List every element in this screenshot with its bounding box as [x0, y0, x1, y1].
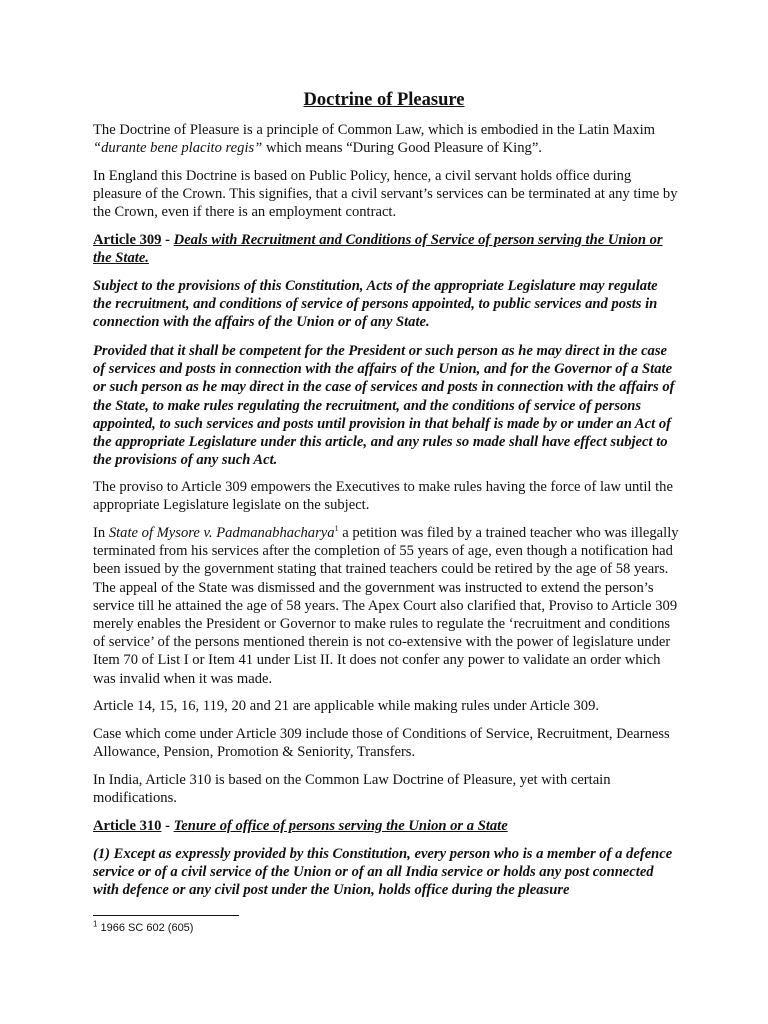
paragraph-articles: Article 14, 15, 16, 119, 20 and 21 are applicable while making rules under Article 309. [93, 698, 600, 714]
case-name: State of Mysore v. Padmanabhacharya [108, 525, 335, 541]
paragraph-india: In India, Article 310 is based on the Common Law Doctrine of Pleasure, yet with certain modifications. [93, 772, 611, 807]
paragraph-cases: Case which come under Article 309 include those of Conditions of Service, Recruitment, Dearness Allowance, Pension, Promotion & Seniority, Transfers. [93, 726, 670, 761]
article-310-text: (1) Except as expressly provided by this Constitution, every person who is a member of a defence service or of a civil service of the Union or of an all India service or holds any post connected with defence or any civil post under the Union, holds office during the pleasure [93, 846, 673, 899]
footnote [93, 921, 193, 935]
paragraph-intro [93, 121, 679, 157]
article-310-description: Tenure of office of persons serving the Union or a State [173, 818, 508, 834]
article-310-heading [93, 817, 679, 835]
paragraph-proviso: The proviso to Article 309 empowers the Executives to make rules having the force of law until the appropriate Legislature legislate on the subject. [93, 479, 673, 514]
latin-maxim: “durante bene placito regis” [93, 140, 263, 157]
footnote-reference[interactable]: 1 [334, 524, 339, 534]
page-title: Doctrine of Pleasure [303, 90, 465, 110]
case-intro: In [93, 525, 109, 541]
paragraph-england: In England this Doctrine is based on Public Policy, hence, a civil servant holds office during pleasure of the Crown. This signifies, that a civil servant’s services can be terminated at any time by the Crown, even if there is an employment contract. [93, 168, 678, 221]
paragraph-case [93, 524, 679, 688]
article-309-description: Deals with Recruitment and Conditions of Service of person serving the Union or the State. [93, 232, 663, 267]
case-text: a petition was filed by a trained teacher who was illegally terminated from his services after the completion of 55 years of age, even though a notification had been issued by the government stating that trained teachers could be retired by the age of 58 years. The appeal of the State was dismissed and the government was instructed to extend the person’s service till he attained the age of 58 years. The Apex Court also clarified that, Proviso to Article 309 merely enables the President or Governor to make rules to regulate the ‘recruitment and conditions of service’ of the persons mentioned therein is not co-extensive with the power of legislature under Item 70 of List I or Item 41 under List II. It does not confer any power to validate an order which was invalid when it was made. [93, 525, 679, 687]
heading-dash-310: - [161, 818, 174, 834]
footnote-text: 1966 SC 602 (605) [97, 922, 194, 934]
article-309-label: Article 309 [93, 232, 162, 248]
footnote-separator [93, 915, 239, 916]
article-309-text: Subject to the provisions of this Constitution, Acts of the appropriate Legislature may regulate the recruitment, and conditions of service of persons appointed, to public services and posts in connection with the affairs of the Union or of any State. [93, 278, 658, 331]
article-309-heading [93, 231, 679, 267]
article-310-label: Article 310 [93, 818, 162, 834]
article-309-proviso: Provided that it shall be competent for the President or such person as he may direct in the case of services and posts in connection with the affairs of the Union, and for the Governor of a State or such person as he may direct in the case of services and posts in connection with the affairs of the State, to make rules regulating the recruitment, and the conditions of service of persons appointed, to such services and posts until provision in that behalf is made by or under an Act of the appropriate Legislature under this article, and any rules so made shall have effect subject to the provisions of any such Act. [93, 343, 675, 469]
intro-text-end: which means “During Good Pleasure of King”. [262, 140, 542, 157]
intro-text: The Doctrine of Pleasure is a principle of Common Law, which is embodied in the Latin Maxim [93, 122, 655, 138]
heading-dash: - [161, 232, 174, 248]
footnote-mark: 1 [93, 919, 98, 929]
